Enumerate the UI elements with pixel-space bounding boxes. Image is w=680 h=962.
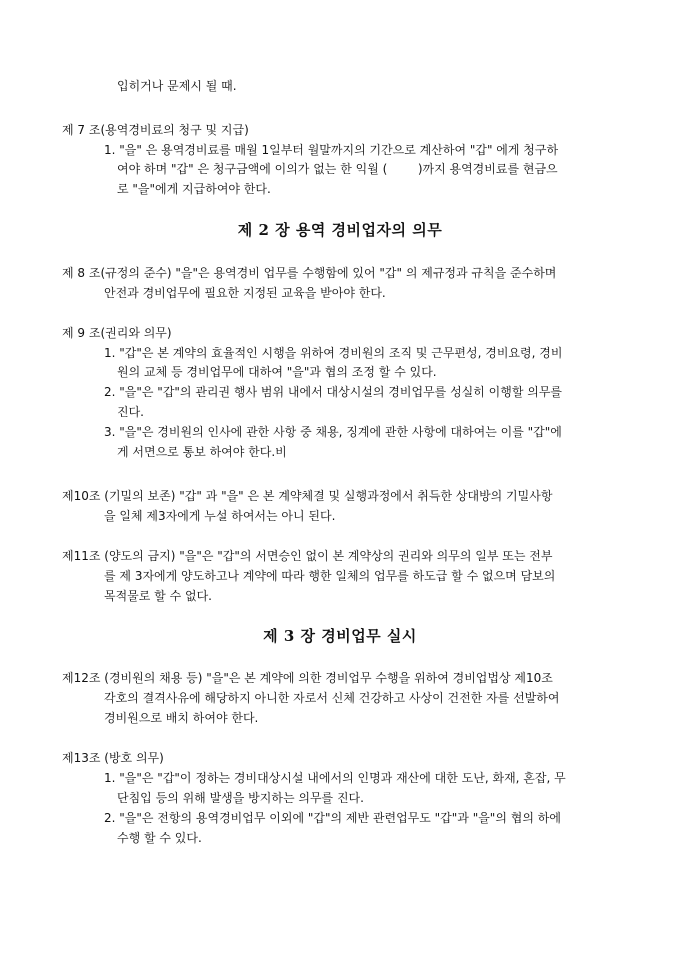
article-13-item-1-line-1: 1. "을"은 "갑"이 정하는 경비대상시설 내에서의 인명과 재산에 대한 도난, 화재, 혼잡, 무: [104, 771, 566, 785]
chapter-3-heading: 제 3 장 경비업무 실시: [263, 627, 417, 645]
article-8-line-2: 안전과 경비업무에 필요한 지정된 교육을 받아야 한다.: [104, 286, 386, 300]
article-9-title: 제 9 조(권리와 의무): [62, 326, 172, 340]
article-13-item-1-line-2: 단침입 등의 위해 발생을 방지하는 의무를 진다.: [117, 791, 364, 805]
article-12-line-1: 제12조 (경비원의 채용 등) "을"은 본 계약에 의한 경비업무 수행을 위하여 경비업법상 제10조: [62, 671, 553, 685]
article-12-line-3: 경비원으로 배치 하여야 한다.: [104, 711, 259, 725]
article-13-title: 제13조 (방호 의무): [62, 751, 164, 765]
article-9-item-3-line-2: 게 서면으로 통보 하여야 한다.비: [117, 445, 287, 459]
article-11-line-3: 목적물로 할 수 없다.: [104, 589, 212, 603]
article-11-line-1: 제11조 (양도의 금지) "을"은 "갑"의 서면승인 없이 본 계약상의 권리와 의무의 일부 또는 전부: [62, 549, 553, 563]
article-8-line-1: 제 8 조(규정의 준수) "을"은 용역경비 업무를 수행함에 있어 "갑" 의 제규정과 규칙을 준수하며: [62, 266, 557, 280]
article-9-item-2-line-1: 2. "을"은 "갑"의 관리권 행사 범위 내에서 대상시설의 경비업무를 성실히 이행할 의무를: [104, 385, 563, 399]
article-10-line-1: 제10조 (기밀의 보존) "갑" 과 "을" 은 본 계약체결 및 실행과정에서 취득한 상대방의 기밀사항: [62, 489, 553, 503]
article-7-title: 제 7 조(용역경비료의 청구 및 지급): [62, 123, 249, 137]
article-7-item-1-line-3: 로 "을"에게 지급하여야 한다.: [117, 182, 271, 196]
article-13-item-2-line-1: 2. "을"은 전항의 용역경비업무 이외에 "갑"의 제반 관련업무도 "갑"과 "을"의 협의 하에: [104, 811, 561, 825]
chapter-2-heading: 제 2 장 용역 경비업자의 의무: [237, 221, 443, 239]
article-9-item-1-line-2: 원의 교체 등 경비업무에 대하여 "을"과 협의 조정 할 수 있다.: [117, 365, 437, 379]
article-9-item-1-line-1: 1. "갑"은 본 계약의 효율적인 시행을 위하여 경비원의 조직 및 근무편성, 경비요령, 경비: [104, 346, 563, 360]
article-9-item-2-line-2: 진다.: [117, 405, 144, 419]
article-13-item-2-line-2: 수행 할 수 있다.: [117, 831, 202, 845]
article-12-line-2: 각호의 결격사유에 해당하지 아니한 자로서 신체 건강하고 사상이 건전한 자를 선발하여: [104, 691, 560, 705]
article-11-line-2: 를 제 3자에게 양도하고나 계약에 따라 행한 일체의 업무를 하도급 할 수 없으며 담보의: [104, 569, 556, 583]
article-7-item-1-line-1: 1. "을" 은 용역경비료를 매월 1일부터 월말까지의 기간으로 계산하여 "갑" 에게 청구하: [104, 143, 559, 157]
article-6-continuation: 입히거나 문제시 될 때.: [117, 79, 237, 93]
article-9-item-3-line-1: 3. "을"은 경비원의 인사에 관한 사항 중 채용, 징계에 관한 사항에 대하여는 이를 "갑"에: [104, 425, 562, 439]
article-10-line-2: 을 일체 제3자에게 누설 하여서는 아니 된다.: [104, 509, 336, 523]
article-7-item-1-line-2: 여야 하며 "갑" 은 청구금액에 이의가 없는 한 익월 ( )까지 용역경비료를 현금으: [117, 162, 558, 176]
